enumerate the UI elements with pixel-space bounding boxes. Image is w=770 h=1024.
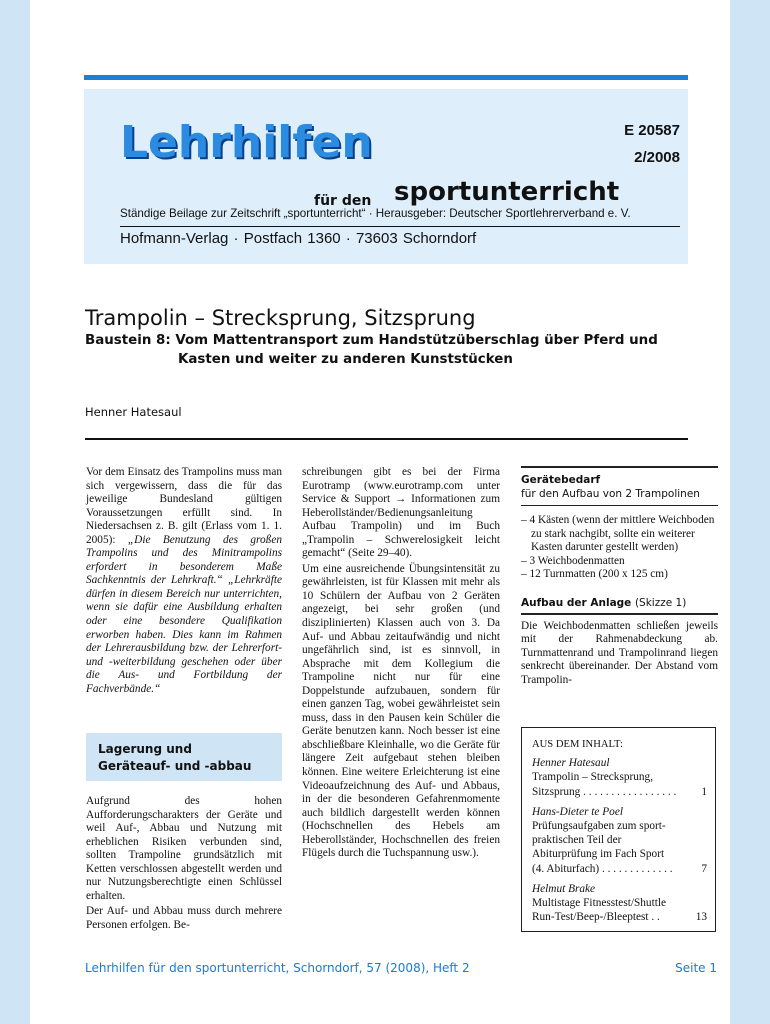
column-1-lagerung-text [86, 795, 282, 932]
lagerung-paragraph: Aufgrund des hohen Aufforderungscharakters der Geräte und weil Auf-, Abbau und Nutzung mit erheblichen Risiken verbunden sind, sollten Trampoline grundsätzlich mit Ketten verschlossen abgestellt werden und nur Nutzungsberechtigte einen Schlüssel erhalten. [86, 795, 282, 902]
publisher-address: Hofmann-Verlag · Postfach 1360 · 73603 Schorndorf [120, 230, 477, 247]
aufbau-paragraph: Der Auf- und Abbau muss durch mehrere Personen erfolgen. Be- [86, 905, 282, 931]
page-number: 7 [701, 862, 707, 875]
subtitle-line-2: Kasten und weiter zu anderen Kunststücken [178, 352, 513, 367]
box-title-line-2: Geräteauf- und -abbau [98, 759, 252, 773]
column-1-intro [86, 466, 282, 696]
equipment-list [521, 514, 718, 582]
issue-number: 2/2008 [634, 149, 680, 166]
intro-quote: „Die Benutzung des großen Trampolins und des Minitrampolins erfordert in besonderem Maße Sachkenntnis der Lehrkraft.“ „Lehrkräfte dürfen in diesem Bereich nur unterrichten, wenn sie dafür eine Ausbildung erhalten oder eine besondere Qualifikation erworben haben. Dies kann im Rahmen der Lehrerausbildung bzw. der Lehrerfort- und -weiterbildung geschehen oder über die Aus- und Fortbildung der Fachverbände.“ [86, 533, 282, 695]
fuer-den-label: für den [314, 193, 372, 209]
contents-entry-3: Multistage Fitnesstest/Shuttle Run-Test/Beep-/Bleeptest . . 13 [532, 897, 707, 924]
geraetebedarf-rule [521, 505, 718, 506]
geraetebedarf-top-rule [521, 466, 718, 468]
intro-paragraph: Vor dem Einsatz des Trampolins muss man sich vergewissern, dass die für das jeweilige Bundesland gültigen Voraussetzungen erfüllt sind. In Niedersachsen z. B. gilt (Erlass vom 1. 1. 2005): „Die Benutzung des großen Trampolins und des Minitrampolins erfordert in besonderem Maße Sachkenntnis der Lehrkraft.“ „Lehrkräfte dürfen in diesem Bereich nur unterrichten, wenn sie dafür eine Ausbildung erhalten oder eine besondere Qualifikation erworben haben. Dies kann im Rahmen der Lehrerausbildung bzw. der Lehrerfort- und -weiterbildung geschehen oder über die Aus- und Fortbildung der Fachverbände.“ [86, 466, 282, 695]
aufbau-heading: Aufbau der Anlage (Skizze 1) [521, 596, 687, 609]
contents-author: Helmut Brake [532, 882, 596, 895]
list-item: – 3 Weichbodenmatten [521, 554, 625, 567]
contents-entry-1: Trampolin – Strecksprung, Sitzsprung . . . . . . . . . . . . . . . . . 1 [532, 771, 707, 798]
footer-citation: Lehrhilfen für den sportunterricht, Schorndorf, 57 (2008), Heft 2 [85, 961, 470, 975]
contents-author: Henner Hatesaul [532, 757, 610, 770]
contents-heading: AUS DEM INHALT: [532, 739, 623, 750]
right-margin-band [730, 0, 770, 1024]
page-number: 13 [695, 911, 707, 924]
intensity-paragraph: Um eine ausreichende Übungsintensität zu gewährleisten, ist für Klassen mit mehr als 10 Schülern der Aufbau von 2 Geräten angezeigt, bei sehr großen (und disziplinierten) Klassen auch von 3. Da Auf- und Abbau zeitaufwändig und nicht ungefährlich sind, ist es sinnvoll, in Absprache mit dem Kollegium die Trampoline nicht nur für eine Doppelstunde aufzubauen, sondern für einen ganzen Tag, wobei gewährleistet sein muss, dass in den Pausen kein Schüler die Geräte benutzen kann. Noch besser ist eine abschließbare Kleinhalle, wo die Geräte für längere Zeit aufgebaut stehen bleiben können. Eine weitere Erleichterung ist eine Videoaufzeichnung des Auf- und Abbaus, in der die besonderen Gefahrenmomente auch bildlich dargestellt werden können (Hochschnellen des Hebels am Heberollständer, Hochschnellen des freien Flügels durch die Tuchspannung usw.). [302, 562, 500, 860]
contents-entry-2: Prüfungsaufgaben zum sport- praktischen Teil der Abiturprüfung im Fach Sport (4. Abiturfach) . . . . . . . . . . . . . 7 [532, 820, 707, 875]
column-2 [302, 466, 500, 861]
article-author: Henner Hatesaul [85, 405, 182, 419]
header-top-rule [84, 75, 688, 80]
list-item: – 12 Turnmatten (200 x 125 cm) [521, 568, 668, 581]
supplement-note: Ständige Beilage zur Zeitschrift „sportunterricht“ · Herausgeber: Deutscher Sportlehrerverband e. V. [120, 207, 631, 220]
author-divider [85, 438, 688, 440]
article-subtitle [85, 331, 685, 369]
page-number: 1 [701, 785, 707, 798]
subtitle-line-1: Baustein 8: Vom Mattentransport zum Handstützüberschlag über Pferd und [85, 333, 658, 348]
box-title-line-1: Lagerung und [98, 742, 192, 756]
contents-author: Hans-Dieter te Poel [532, 805, 623, 818]
geraetebedarf-heading: Gerätebedarf [521, 474, 601, 486]
geraetebedarf-subheading: für den Aufbau von 2 Trampolinen [521, 488, 700, 500]
aufbau-paragraph: Die Weichbodenmatten schließen jeweils mit der Rahmenabdeckung ab. Turnmattenrand und Trampolinrand liegen senkrecht übereinander. Der Abstand vom Trampolin- [521, 619, 718, 686]
descriptions-paragraph: schreibungen gibt es bei der Firma Eurotramp (www.eurotramp.com unter Service & Support → Informationen zum Heberollständer/Bedienungsanleitung Aufbau Trampolin) und im Buch „Trampolin – Schwerelosigkeit leicht gemacht“ (Seite 29–40). [302, 466, 500, 560]
section-box-lagerung [86, 733, 282, 781]
column-3 [521, 466, 718, 687]
contents-box [521, 727, 716, 932]
aufbau-rule [521, 613, 718, 615]
article-title: Trampolin – Strecksprung, Sitzsprung [85, 306, 476, 331]
journal-code: E 20587 [624, 122, 680, 139]
masthead-divider [120, 226, 680, 227]
footer-page-number: Seite 1 [675, 961, 717, 975]
sportunterricht-wordmark: sportunterricht [394, 177, 620, 207]
lehrhilfen-logo: Lehrhilfen [120, 117, 373, 168]
masthead [84, 89, 688, 264]
sketch-reference: (Skizze 1) [634, 596, 687, 609]
list-item: – 4 Kästen (wenn der mittlere Weichboden zu stark nachgibt, sollte ein weiterer Kasten darunter gestellt werden) [521, 514, 715, 554]
left-margin-band [0, 0, 30, 1024]
